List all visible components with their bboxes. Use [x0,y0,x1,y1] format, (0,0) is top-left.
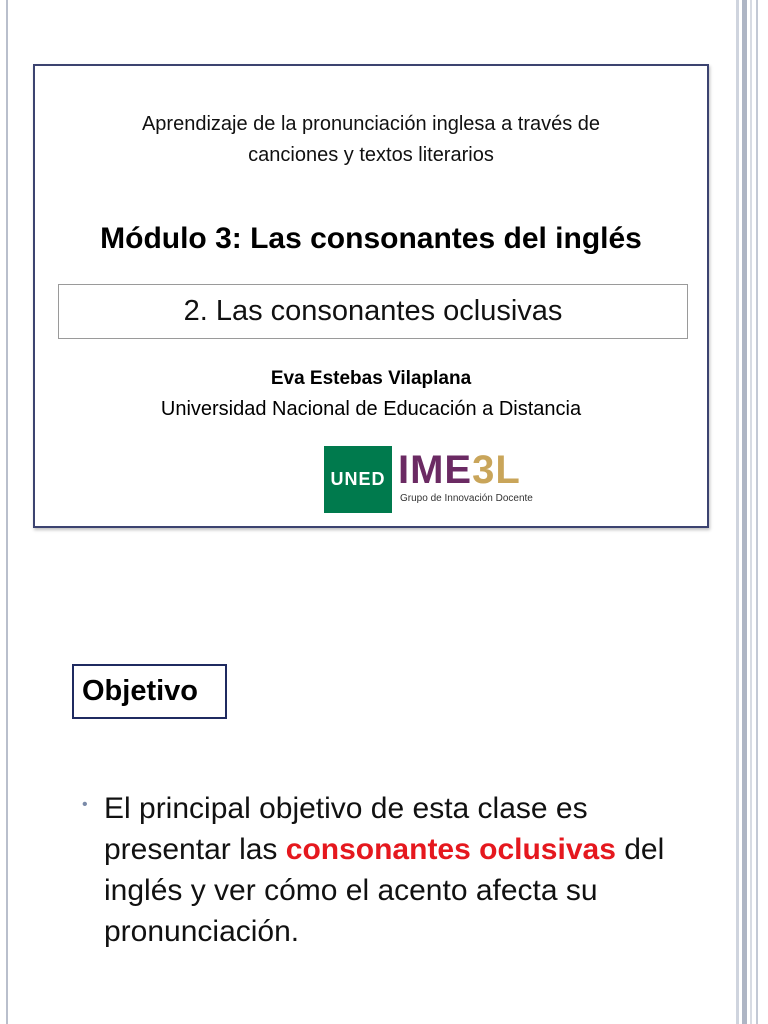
author-name: Eva Estebas Vilaplana [270,368,472,389]
page-edge-stripe [756,0,758,1024]
uned-logo: UNED [324,446,392,513]
page-edge-stripe [736,0,739,1024]
page-edge-stripe [742,0,747,1024]
module-title: Módulo 3: Las consonantes del inglés [100,222,642,255]
objective-text [104,788,704,952]
ime3l-subtitle: Grupo de Innovación Docente [400,493,533,504]
ime3l-logo-part1: IME [398,448,473,492]
course-title [35,109,707,171]
page-edge-stripe [750,0,752,1024]
objective-text-before: El principal objetivo de esta clase es presentar las [104,792,588,866]
ime3l-logo-part2: 3L [472,448,521,492]
objective-text-after: del inglés y ver cómo el acento afecta su pronunciación. [104,833,665,948]
topic-title: 2. Las consonantes oclusivas [58,284,688,339]
course-title-line-2: canciones y textos literarios [248,144,494,166]
objective-heading: Objetivo [72,664,227,719]
course-title-line-1: Aprendizaje de la pronunciación inglesa a través de [141,113,601,135]
bullet-marker: • [82,796,88,813]
university-name: Universidad Nacional de Educación a Distancia [160,398,582,420]
ime3l-logo [398,450,521,490]
logos [324,446,544,513]
title-slide [33,64,709,528]
objective-emphasis: consonantes oclusivas [285,833,616,866]
left-page-rule [6,0,8,1024]
